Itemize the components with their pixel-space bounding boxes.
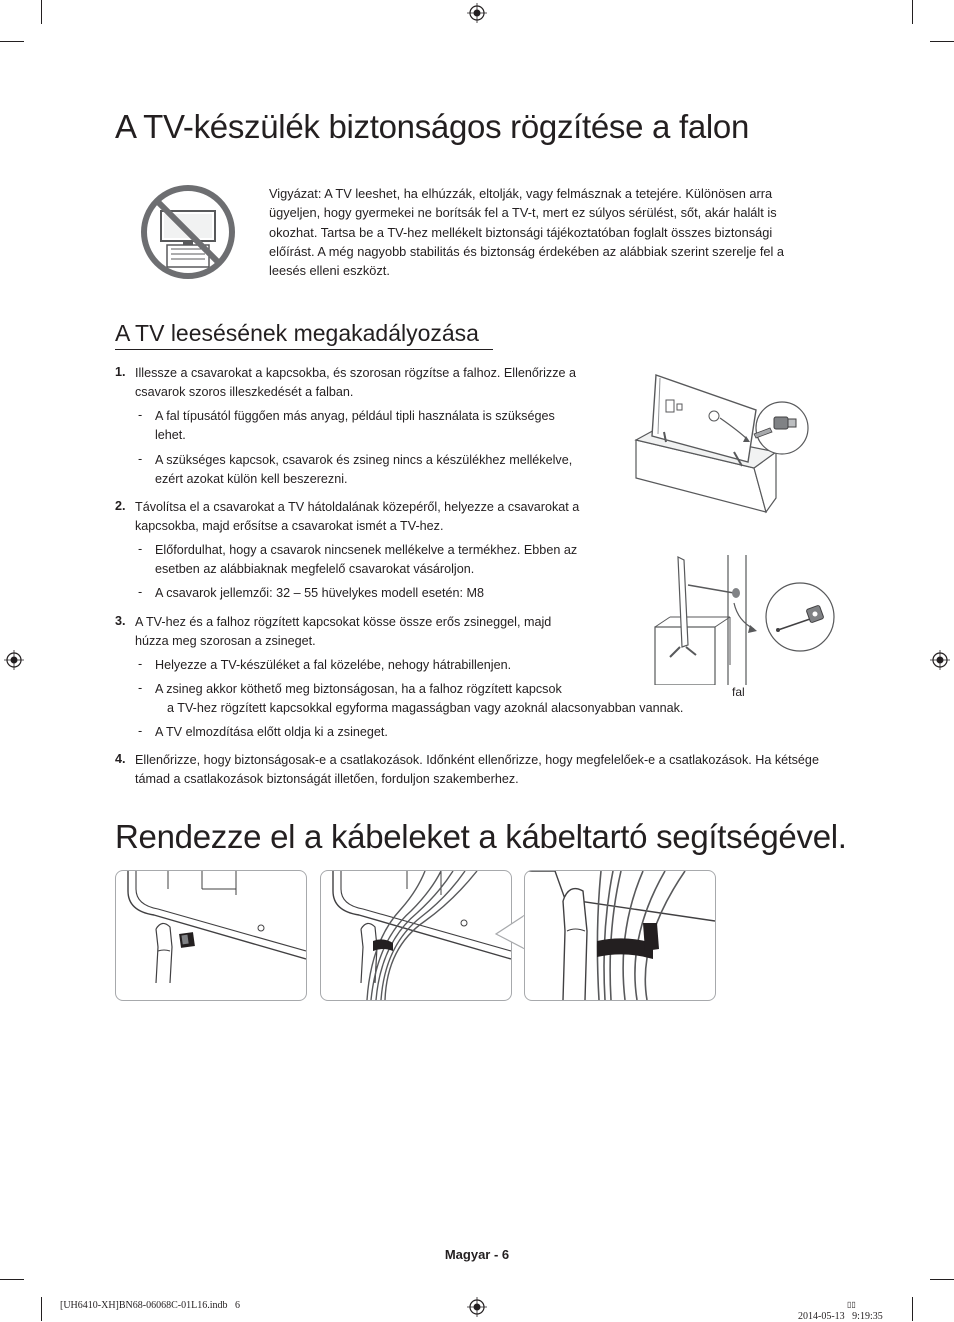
section-title-underline <box>115 349 493 350</box>
wall-label: fal <box>732 685 745 699</box>
crop-mark <box>0 41 24 42</box>
registration-mark-icon <box>4 650 24 670</box>
registration-mark-icon <box>467 3 487 23</box>
bullet-dash: - <box>138 408 143 422</box>
step-text: Távolítsa el a csavarokat a TV hátoldalának közepéről, helyezze a csavarokat a kapcsokba, majd erősítse a csavarokat ismét a TV-hez. <box>135 500 580 534</box>
page-title: A TV-készülék biztonságos rögzítése a falon <box>115 108 750 145</box>
crop-mark <box>912 1297 913 1321</box>
step-text: Illessze a csavarokat a kapcsokba, és szorosan rögzítse a falhoz. Ellenőrizze a csavarok szoros illeszkedését a falban. <box>135 366 577 400</box>
crop-mark <box>930 41 954 42</box>
bullet-dash: - <box>138 724 143 738</box>
bullet-dash: - <box>138 657 143 671</box>
tv-corner-holder-illustration <box>116 871 306 1000</box>
bullet-dash: - <box>138 585 143 599</box>
section-title-cable-management: Rendezze el a kábeleket a kábeltartó segítségével. <box>115 818 847 855</box>
crop-mark <box>41 0 42 24</box>
registration-mark-icon <box>467 1297 487 1317</box>
crop-mark <box>41 1297 42 1321</box>
tv-bracket-illustration <box>630 370 810 515</box>
footer-date <box>793 1300 883 1322</box>
step-number: 4. <box>115 752 126 766</box>
step-text: Ellenőrizze, hogy biztonságosak-e a csatlakozások. Időnként ellenőrizze, hogy megfelelőek-e a csatlakozások. Ha kétsége támad a csatlakozások biztonságát illetően, forduljon szakemberhez. <box>135 753 819 787</box>
footer-glyph: ▯▯ <box>847 1300 856 1309</box>
caution-text: Vigyázat: A TV leeshet, ha elhúzzák, eltolják, vagy felmásznak a tetejére. Különösen arra ügyeljen, hogy gyermekei ne borítsák fel a TV-t, mert ez súlyos sérülést, sőt, akár halált is okozhat. Tartsa be a TV-hez mellékelt biztonsági tájékoztatóban foglalt összes biztonsági előírást. A még nagyobb stabilitás és biztonság érdekében az alábbiak szerint szerelje fel a leesés elleni eszközt. <box>269 186 785 279</box>
bullet-dash: - <box>138 542 143 556</box>
cable-step-panel-2 <box>320 870 512 1001</box>
step-number: 2. <box>115 499 126 513</box>
bullet-dash: - <box>138 681 143 695</box>
bullet-dash: - <box>138 452 143 466</box>
step-number: 3. <box>115 614 126 628</box>
step-subitem: A csavarok jellemzői: 32 – 55 hüvelykes modell esetén: M8 <box>155 586 485 600</box>
no-climbing-tv-icon <box>139 183 237 281</box>
cable-step-panel-3 <box>524 870 716 1001</box>
cables-through-holder-illustration <box>321 871 511 1000</box>
page-number: Magyar - 6 <box>444 1247 510 1262</box>
section-title-prevent-fall: A TV leesésének megakadályozása <box>115 320 479 346</box>
tv-wall-cord-illustration <box>650 555 835 685</box>
step-text: A TV-hez és a falhoz rögzített kapcsokat kösse össze erős zsineggel, majd húzza meg szorosan a zsineget. <box>135 615 552 649</box>
step-subitem: Helyezze a TV-készüléket a fal közelébe, nehogy hátrabillenjen. <box>155 658 512 672</box>
footer-file-info: [UH6410-XH]BN68-06068C-01L16.indb 6 <box>60 1300 240 1311</box>
crop-mark <box>930 1279 954 1280</box>
crop-mark <box>912 0 913 24</box>
registration-mark-icon <box>930 650 950 670</box>
cable-step-panel-1 <box>115 870 307 1001</box>
footer-timestamp: 2014-05-13 9:19:35 <box>798 1311 883 1322</box>
crop-mark <box>0 1279 24 1280</box>
callout-pointer <box>494 914 528 950</box>
step-subitem-continued: a TV-hez rögzített kapcsokkal egyforma magasságban vagy azoknál alacsonyabban vannak. <box>167 701 684 715</box>
step-number: 1. <box>115 365 126 379</box>
holder-closeup-illustration <box>525 871 715 1000</box>
step-subitem: A TV elmozdítása előtt oldja ki a zsineget. <box>155 725 388 739</box>
step-subitem: A zsineg akkor köthető meg biztonságosan, ha a falhoz rögzített kapcsok <box>155 682 562 696</box>
step-subitem: A fal típusától függően más anyag, például tipli használata is szükséges lehet. <box>155 409 555 443</box>
step-subitem: Előfordulhat, hogy a csavarok nincsenek mellékelve a termékhez. Ebben az esetben az alábbiaknak megfelelő csavarokat vásároljon. <box>155 543 578 577</box>
step-subitem: A szükséges kapcsok, csavarok és zsineg nincs a készülékhez mellékelve, ezért azokat külön kell beszerezni. <box>155 453 573 487</box>
